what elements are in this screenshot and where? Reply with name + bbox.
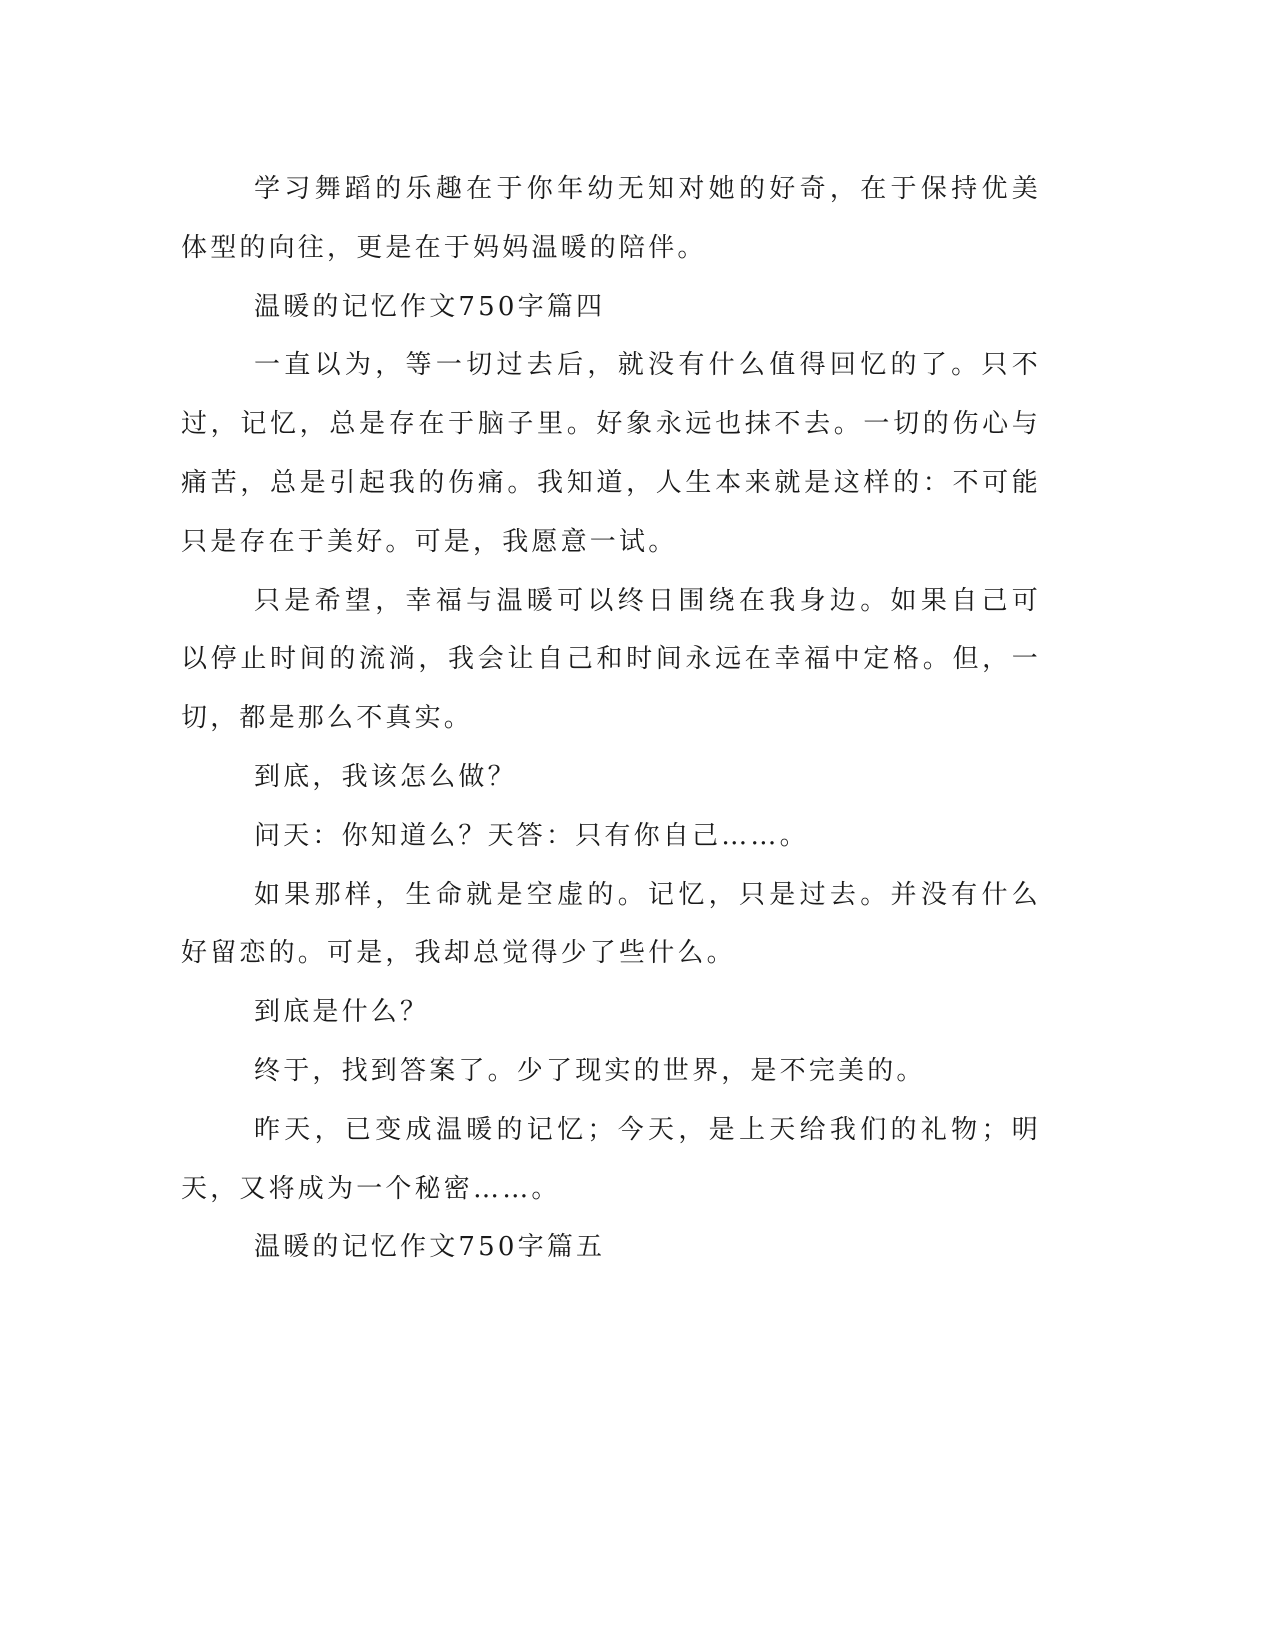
paragraph-hope-warmth: 只是希望，幸福与温暖可以终日围绕在我身边。如果自己可以停止时间的流淌，我会让自己和时间永远在幸福中定格。但，一切，都是那么不真实。 <box>181 585 1041 734</box>
section-heading-part-five: 温暖的记忆作文750字篇五 <box>254 1232 606 1263</box>
paragraph-yesterday-today-tomorrow: 昨天，已变成温暖的记忆；今天，是上天给我们的礼物；明天，又将成为一个秘密……。 <box>181 1114 1041 1204</box>
paragraph-answer-found: 终于，找到答案了。少了现实的世界，是不完美的。 <box>254 1055 926 1086</box>
paragraph-question-what-is-it: 到底是什么？ <box>254 997 430 1028</box>
paragraph-life-empty: 如果那样，生命就是空虚的。记忆，只是过去。并没有什么好留恋的。可是，我却总觉得少了些什么。 <box>181 879 1041 969</box>
paragraph-memory-intro: 一直以为，等一切过去后，就没有什么值得回忆的了。只不过，记忆，总是存在于脑子里。好象永远也抹不去。一切的伤心与痛苦，总是引起我的伤痛。我知道，人生本来就是这样的：不可能只是存在于美好。可是，我愿意一试。 <box>181 350 1041 557</box>
paragraph-dance-joy: 学习舞蹈的乐趣在于你年幼无知对她的好奇，在于保持优美体型的向往，更是在于妈妈温暖的陪伴。 <box>181 174 1041 263</box>
paragraph-question-what-to-do: 到底，我该怎么做？ <box>254 761 517 792</box>
document-body <box>181 160 1041 1277</box>
paragraph-ask-heaven: 问天：你知道么？天答：只有你自己……。 <box>254 820 809 851</box>
section-heading-part-four: 温暖的记忆作文750字篇四 <box>254 291 606 322</box>
